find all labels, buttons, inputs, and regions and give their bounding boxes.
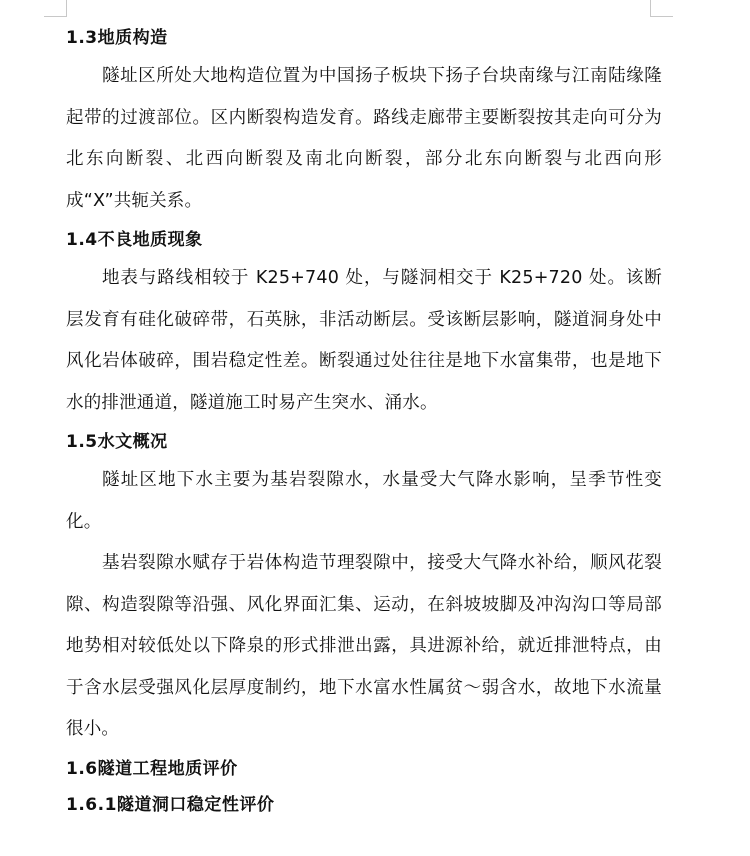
paragraph-adverse-geology: 地表与路线相较于 K25+740 处，与隧洞相交于 K25+720 处。该断层发育有硅化破碎带，石英脉，非活动断层。受该断层影响，隧道洞身处中风化岩体破碎，围岩稳定性差。断裂通过处往往是地下水富集带，也是地下水的排泄通道，隧道施工时易产生突水、涌水。 (66, 268, 662, 413)
paragraph-geological-structure: 隧址区所处大地构造位置为中国扬子板块下扬子台块南缘与江南陆缘隆起带的过渡部位。区内断裂构造发育。路线走廊带主要断裂按其走向可分为北东向断裂、北西向断裂及南北向断裂，部分北东向断裂与北西向形成“X”共轭关系。 (66, 66, 662, 211)
subsection-heading-portal-stability: 1.6.1隧道洞口稳定性评价 (66, 794, 275, 815)
document-body[interactable] (66, 20, 662, 823)
section-heading-hydrology: 1.5水文概况 (66, 432, 168, 452)
section-heading-tunnel-engineering-evaluation: 1.6隧道工程地质评价 (66, 758, 238, 779)
margin-corner-mark-top-left (44, 0, 67, 17)
paragraph-hydrology-overview: 隧址区地下水主要为基岩裂隙水，水量受大气降水影响，呈季节性变化。 (66, 470, 662, 532)
paragraph-bedrock-fissure-water: 基岩裂隙水赋存于岩体构造节理裂隙中，接受大气降水补给，顺风花裂隙、构造裂隙等沿强、风化界面汇集、运动，在斜坡坡脚及冲沟沟口等局部地势相对较低处以下降泉的形式排泄出露，具进源补给，就近排泄特点，由于含水层受强风化层厚度制约，地下水富水性属贫～弱含水，故地下水流量很小。 (66, 553, 662, 739)
margin-corner-mark-top-right (650, 0, 673, 17)
section-heading-adverse-geology: 1.4不良地质现象 (66, 230, 203, 250)
section-heading-geological-structure: 1.3地质构造 (66, 28, 168, 48)
